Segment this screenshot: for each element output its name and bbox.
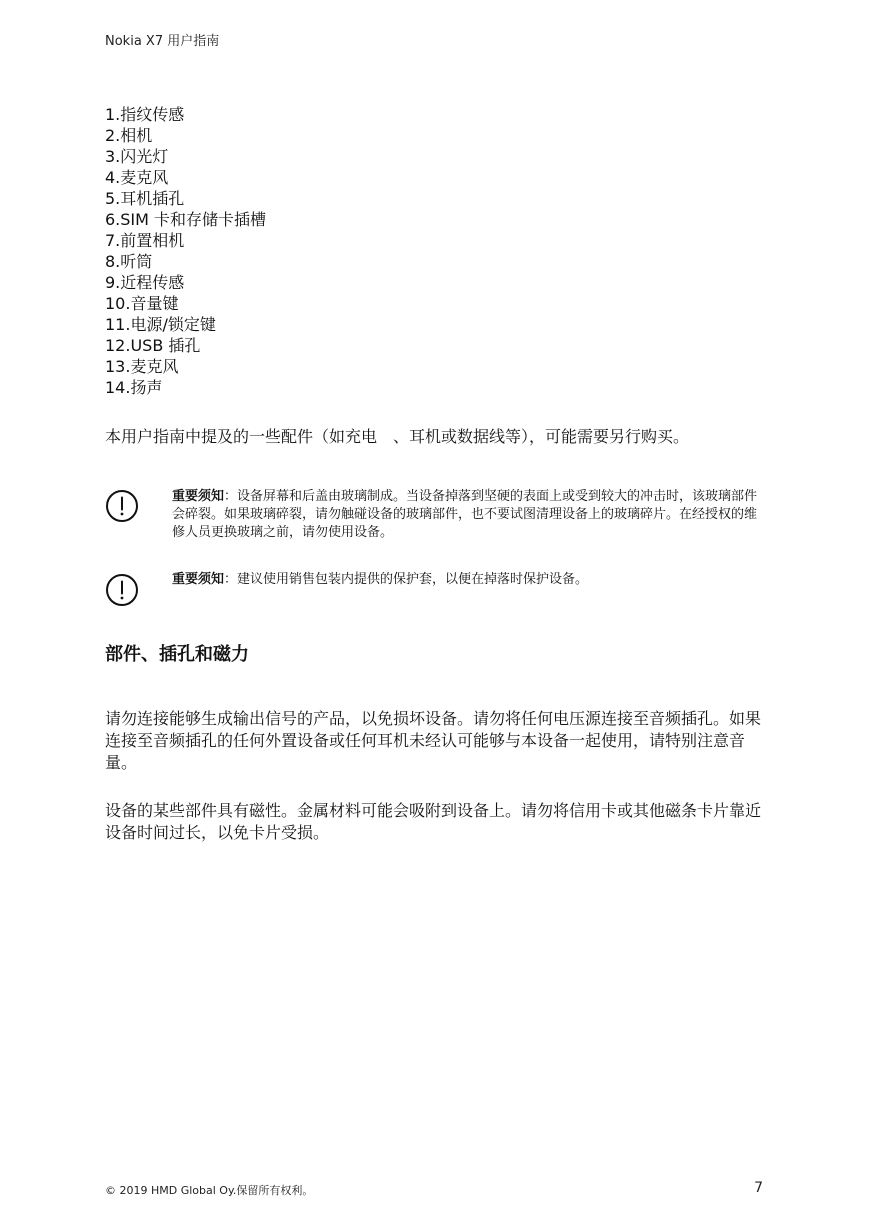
list-item: 13.麦克风 bbox=[105, 357, 179, 376]
notice-text bbox=[172, 571, 762, 589]
list-item: 11.电源/锁定键 bbox=[105, 315, 216, 334]
notice-body: ：建议使用销售包装内提供的保护套，以便在掉落时保护设备。 bbox=[224, 572, 589, 587]
list-item: 1.指纹传感 bbox=[105, 105, 185, 124]
list-item: 12.USB 插孔 bbox=[105, 336, 201, 355]
document-header: Nokia X7 用户指南 bbox=[105, 34, 220, 49]
list-item: 7.前置相机 bbox=[105, 231, 185, 250]
list-item: 2.相机 bbox=[105, 126, 153, 145]
list-item: 14.扬声 bbox=[105, 378, 163, 397]
notice-body: ：设备屏幕和后盖由玻璃制成。当设备掉落到坚硬的表面上或受到较大的冲击时，该玻璃部件会碎裂。如果玻璃碎裂，请勿触碰设备的玻璃部件，也不要试图清理设备上的玻璃碎片。在经授权的维修人员更换玻璃之前，请勿使用设备。 bbox=[172, 489, 758, 540]
list-item: 9.近程传感 bbox=[105, 273, 185, 292]
parts-list bbox=[105, 104, 266, 398]
paragraph-magnets: 设备的某些部件具有磁性。金属材料可能会吸附到设备上。请勿将信用卡或其他磁条卡片靠近设备时间过长，以免卡片受损。 bbox=[105, 801, 762, 842]
section-heading: 部件、插孔和磁力 bbox=[105, 644, 249, 665]
page-number: 7 bbox=[754, 1180, 763, 1196]
list-item: 8.听筒 bbox=[105, 252, 153, 271]
accessory-note: 本用户指南中提及的一些配件（如充电 、耳机或数据线等），可能需要另行购买。 bbox=[105, 427, 690, 446]
list-item: 3.闪光灯 bbox=[105, 147, 169, 166]
list-item: 10.音量键 bbox=[105, 294, 179, 313]
paragraph-audio-jack: 请勿连接能够生成输出信号的产品，以免损坏设备。请勿将任何电压源连接至音频插孔。如果连接至音频插孔的任何外置设备或任何耳机未经认可能够与本设备一起使用，请特别注意音量。 bbox=[105, 709, 762, 772]
list-item: 6.SIM 卡和存储卡插槽 bbox=[105, 210, 267, 229]
notice-label: 重要须知 bbox=[172, 489, 225, 504]
footer-copyright: © 2019 HMD Global Oy.保留所有权利。 bbox=[105, 1184, 314, 1197]
exclamation-circle-icon bbox=[105, 489, 139, 523]
notice-label: 重要须知 bbox=[172, 572, 225, 587]
exclamation-circle-icon bbox=[105, 573, 139, 607]
list-item: 4.麦克风 bbox=[105, 168, 169, 187]
list-item: 5.耳机插孔 bbox=[105, 189, 185, 208]
notice-text bbox=[172, 488, 762, 542]
